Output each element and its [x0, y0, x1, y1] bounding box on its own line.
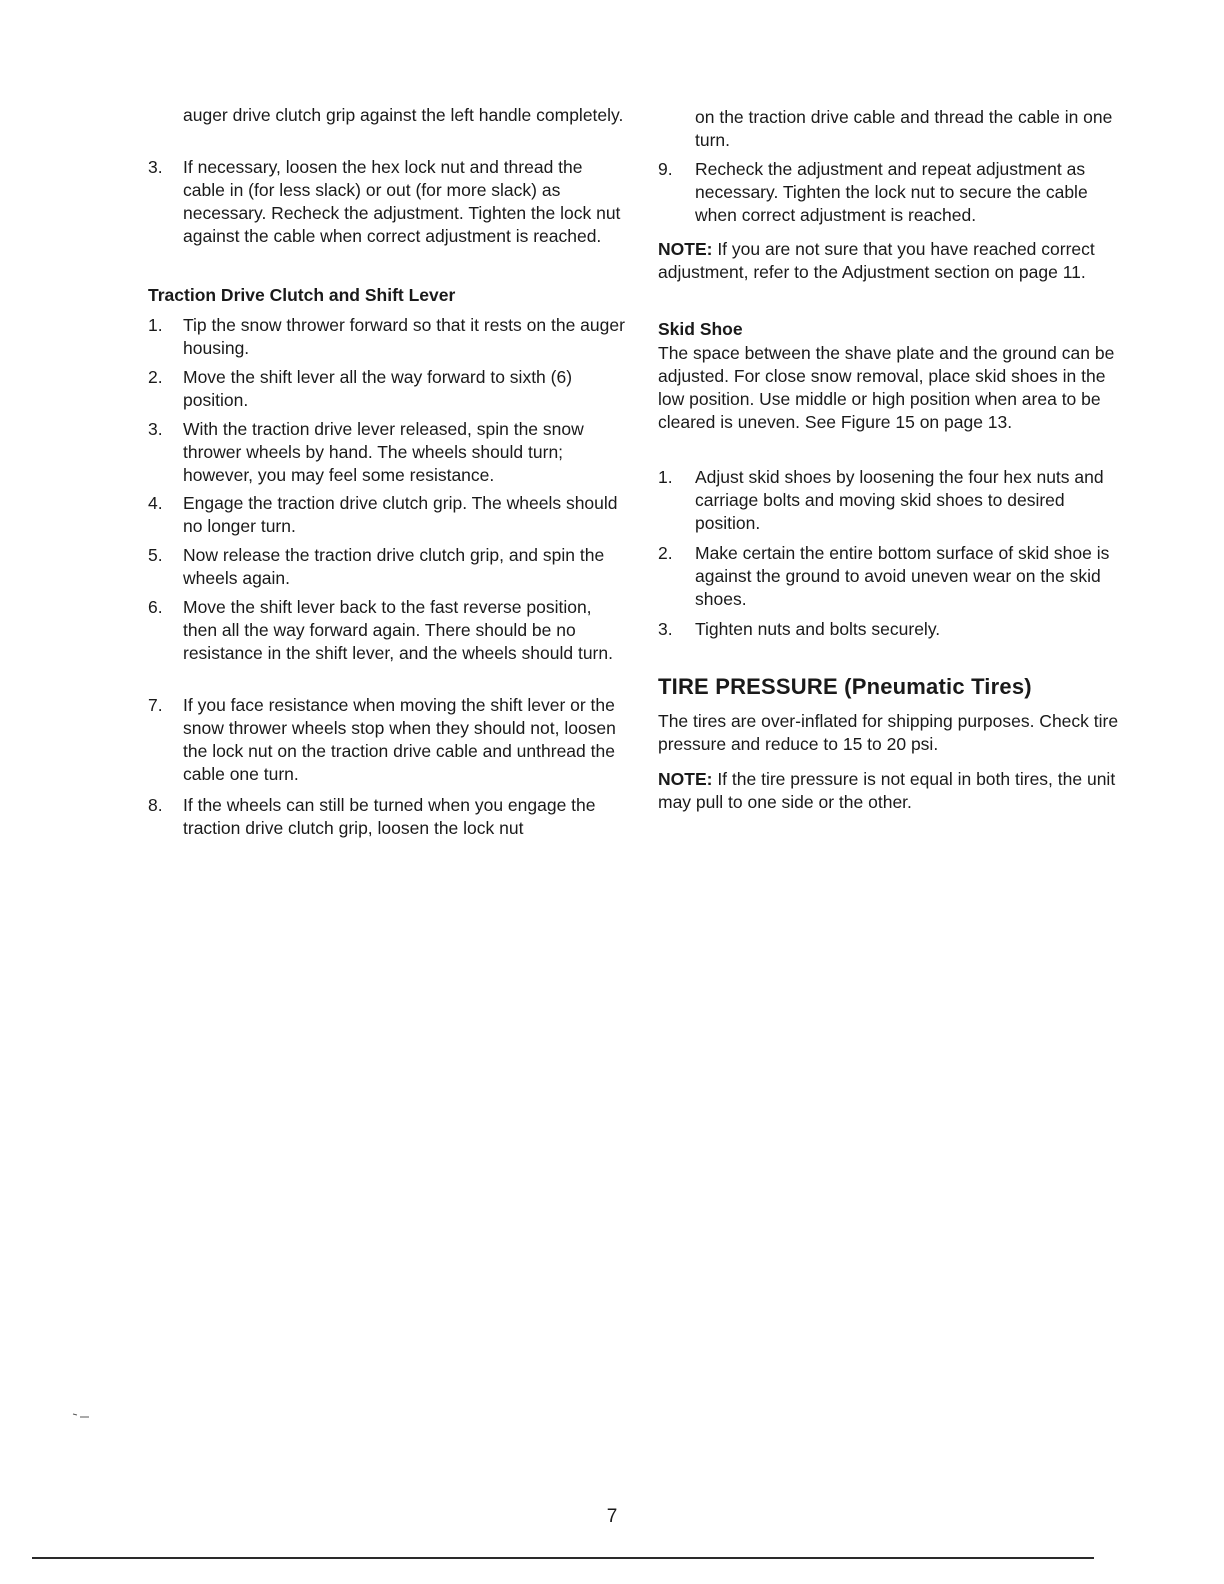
list-text: If necessary, loosen the hex lock nut and thread the cable in (for less slack) or out (for more slack) as necessary. Recheck the adjustment. Tighten the lock nut against the cable when correct adjustment is reached. — [183, 157, 621, 246]
skid-shoe-intro: The space between the shave plate and the ground can be adjusted. For close snow removal, place skid shoes in the low position. Use middle or high position when area to be cleared is uneven. See Figure 15 on page 13. — [658, 343, 1115, 432]
section-heading-skid-shoe: Skid Shoe — [658, 319, 743, 339]
list-text: Make certain the entire bottom surface of skid shoe is against the ground to avoid uneven wear on the skid shoes. — [695, 543, 1110, 609]
note-adjustment — [658, 238, 1133, 284]
tire-pressure-text: The tires are over-inflated for shipping purposes. Check tire pressure and reduce to 15 to 20 psi. — [658, 711, 1119, 754]
list-text: Engage the traction drive clutch grip. The wheels should no longer turn. — [183, 493, 618, 536]
list-text: Move the shift lever back to the fast reverse position, then all the way forward again. There should be no resistance in the shift lever, and the wheels should turn. — [183, 597, 613, 663]
list-text: Adjust skid shoes by loosening the four hex nuts and carriage bolts and moving skid shoes to desired position. — [695, 467, 1104, 533]
list-number: 3. — [658, 619, 673, 639]
list-number: 7. — [148, 695, 163, 715]
list-number: 3. — [148, 157, 163, 177]
note-label: NOTE: — [658, 239, 713, 259]
bottom-rule — [32, 1557, 1094, 1559]
note-label: NOTE: — [658, 769, 713, 789]
note-text: If the tire pressure is not equal in both tires, the unit may pull to one side or the other. — [658, 769, 1116, 812]
left-continuation-text: auger drive clutch grip against the left handle completely. — [183, 105, 624, 125]
section-heading-traction-drive: Traction Drive Clutch and Shift Lever — [148, 285, 456, 305]
list-text: Tighten nuts and bolts securely. — [695, 619, 941, 639]
section-title-tire-pressure: TIRE PRESSURE (Pneumatic Tires) — [658, 674, 1032, 699]
page-number: 7 — [606, 1506, 618, 1527]
list-number: 4. — [148, 493, 163, 513]
list-text: Tip the snow thrower forward so that it rests on the auger housing. — [183, 315, 625, 358]
right-continuation-text: on the traction drive cable and thread the cable in one turn. — [695, 107, 1113, 150]
note-tire-pressure — [658, 768, 1133, 814]
list-number: 6. — [148, 597, 163, 617]
list-number: 8. — [148, 795, 163, 815]
list-number: 1. — [658, 467, 673, 487]
list-text: If you face resistance when moving the shift lever or the snow thrower wheels stop when they should not, loosen the lock nut on the traction drive cable and unthread the cable one turn. — [183, 695, 616, 784]
list-number: 9. — [658, 159, 673, 179]
list-number: 1. — [148, 315, 163, 335]
scan-mark — [72, 1412, 90, 1418]
list-number: 2. — [148, 367, 163, 387]
list-text: With the traction drive lever released, spin the snow thrower wheels by hand. The wheels should turn; however, you may feel some resistance. — [183, 419, 584, 485]
list-number: 2. — [658, 543, 673, 563]
list-text: Recheck the adjustment and repeat adjustment as necessary. Tighten the lock nut to secure the cable when correct adjustment is reached. — [695, 159, 1088, 225]
list-text: If the wheels can still be turned when you engage the traction drive clutch grip, loosen the lock nut — [183, 795, 596, 838]
list-text: Now release the traction drive clutch grip, and spin the wheels again. — [183, 545, 605, 588]
list-text: Move the shift lever all the way forward to sixth (6) position. — [183, 367, 573, 410]
note-text: If you are not sure that you have reached correct adjustment, refer to the Adjustment section on page 11. — [658, 239, 1095, 282]
list-number: 5. — [148, 545, 163, 565]
list-number: 3. — [148, 419, 163, 439]
